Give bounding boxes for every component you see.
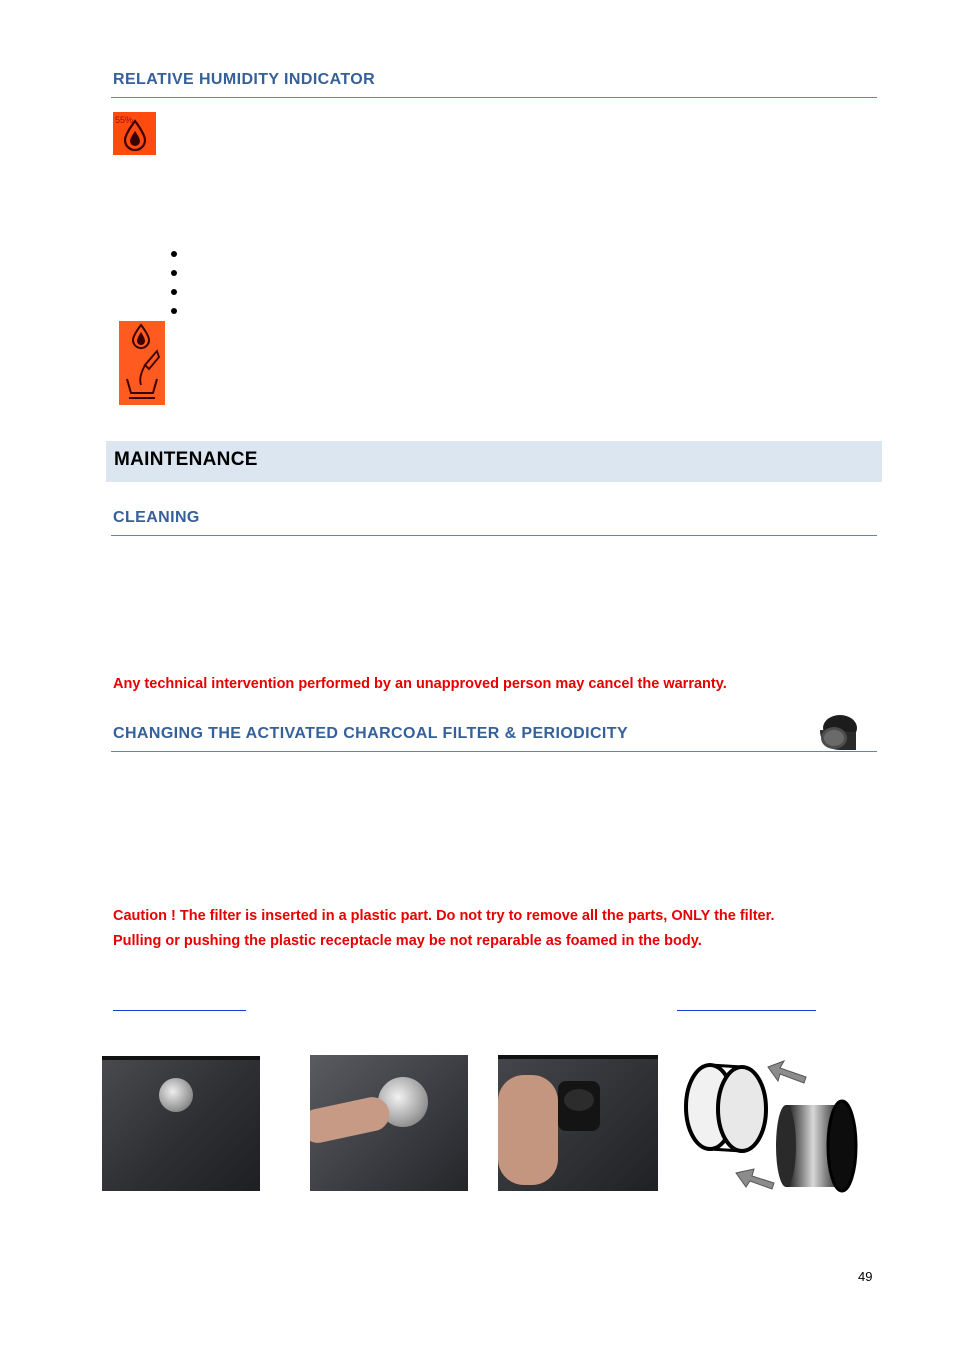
filter-heading: CHANGING THE ACTIVATED CHARCOAL FILTER & PERIODICITY — [113, 725, 629, 742]
list-bullet — [171, 270, 177, 276]
cleaning-heading-rule — [111, 535, 877, 536]
warranty-warning: Any technical intervention performed by an unapproved person may cancel the warranty. — [113, 676, 727, 692]
link-underline-right[interactable] — [677, 1010, 816, 1011]
list-bullet — [171, 251, 177, 257]
humidity-drop-icon — [113, 112, 156, 155]
water-drain-icon — [119, 321, 165, 405]
list-bullet — [171, 289, 177, 295]
list-bullet — [171, 308, 177, 314]
charcoal-filter-icon — [816, 708, 860, 752]
filter-exploded-diagram — [680, 1055, 870, 1200]
caution-line-1: Caution ! The filter is inserted in a plastic part. Do not try to remove all the parts, ONLY the filter. — [113, 908, 775, 924]
removing-filter-photo — [498, 1055, 658, 1191]
humidity-icon-label: 55% — [115, 115, 134, 125]
maintenance-section-band — [106, 441, 882, 482]
page-number: 49 — [858, 1269, 873, 1284]
cleaning-heading: CLEANING — [113, 509, 200, 526]
maintenance-heading: MAINTENANCE — [114, 449, 258, 470]
finger-pressing-cap-photo — [310, 1055, 468, 1191]
filter-heading-rule — [111, 751, 877, 752]
humidity-heading-rule — [111, 97, 877, 98]
filter-cap-photo — [102, 1056, 260, 1191]
link-underline-left[interactable] — [113, 1010, 246, 1011]
caution-line-2: Pulling or pushing the plastic receptacle may be not reparable as foamed in the body. — [113, 933, 702, 949]
humidity-heading: RELATIVE HUMIDITY INDICATOR — [113, 71, 376, 88]
